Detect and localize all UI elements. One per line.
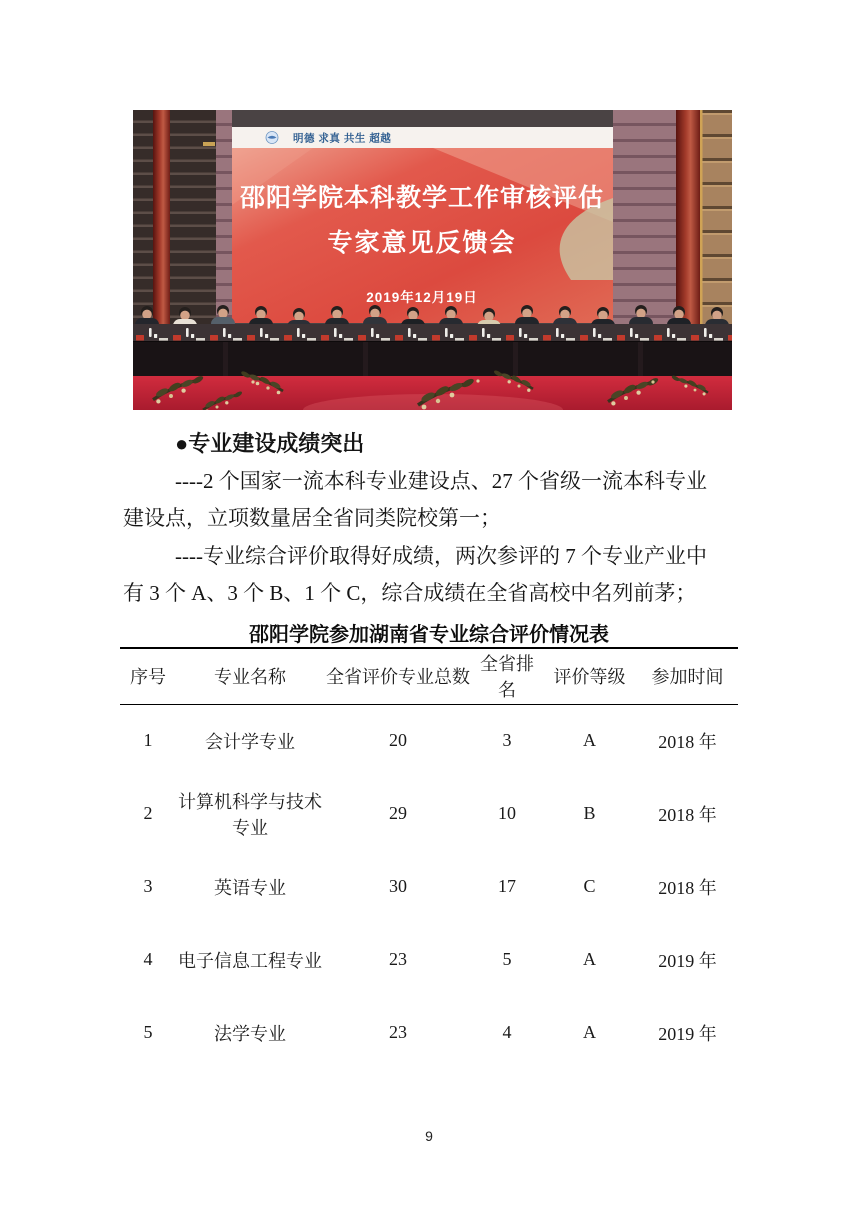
table-row xyxy=(120,704,738,777)
table-cell: 1 xyxy=(143,730,153,751)
table-cell: 法学专业 xyxy=(214,1023,286,1044)
table-cell: 计算机科学与技术专业 xyxy=(178,791,322,838)
table-cell: 5 xyxy=(502,949,512,969)
table-cell: 10 xyxy=(498,803,516,823)
paragraph-line-2: 建设点，立项数量居全省同类院校第一； xyxy=(123,506,501,530)
table-cell: 29 xyxy=(389,803,407,823)
conference-photo-art xyxy=(133,110,732,410)
table-cell: 17 xyxy=(498,876,516,896)
col-header-province-total: 全省评价专业总数 xyxy=(326,667,470,688)
led-screen xyxy=(232,127,613,323)
screen-slogan: 明德 求真 共生 超越 xyxy=(293,132,392,145)
table-cell: 4 xyxy=(502,1022,512,1042)
screen-title-line1: 邵阳学院本科教学工作审核评估 xyxy=(239,184,605,212)
col-header-grade: 评价等级 xyxy=(553,667,626,688)
table-cell: 2019 年 xyxy=(658,1023,717,1044)
table-cell: 23 xyxy=(389,949,407,969)
table-cell: 2 xyxy=(143,803,153,823)
table-header-row xyxy=(120,648,738,704)
section-heading: ●专业建设成绩突出 xyxy=(175,431,365,456)
table-cell: C xyxy=(583,876,596,896)
table-cell: 会计学专业 xyxy=(205,731,295,752)
table-cell: 5 xyxy=(143,1022,153,1042)
table-title: 邵阳学院参加湖南省专业综合评价情况表 xyxy=(249,624,609,646)
table-cell: 2018 年 xyxy=(658,731,717,752)
paragraph-line-1: ----2 个国家一流本科专业建设点、27 个省级一流本科专业 xyxy=(175,468,707,493)
body-text xyxy=(123,425,741,613)
table-row xyxy=(120,850,738,923)
paragraph-line-3: ----专业综合评价取得好成绩，两次参评的 7 个专业产业中 xyxy=(175,543,707,568)
page-number: 9 xyxy=(425,1128,433,1144)
table-cell: A xyxy=(583,730,596,751)
screen-header-strip xyxy=(232,127,613,148)
table-cell: 23 xyxy=(389,1022,407,1042)
evaluation-table xyxy=(120,647,738,1069)
table-row xyxy=(120,996,738,1069)
table-cell: 3 xyxy=(143,876,153,896)
col-header-index: 序号 xyxy=(130,667,166,688)
table-cell: 30 xyxy=(389,876,407,896)
conference-photo xyxy=(133,110,732,410)
table-cell: 2018 年 xyxy=(658,877,717,898)
table-cell: A xyxy=(583,1022,596,1042)
left-wall-highlight xyxy=(203,142,215,146)
col-header-province-rank: 全省排名 xyxy=(480,654,534,701)
table-row xyxy=(120,777,738,850)
table-cell: 英语专业 xyxy=(214,877,286,898)
table-cell: 20 xyxy=(389,730,407,751)
table-cell: A xyxy=(583,949,596,969)
screen-title-line2: 专家意见反馈会 xyxy=(327,229,517,257)
screen-date: 2019年12月19日 xyxy=(366,290,478,305)
table-cell: B xyxy=(583,803,596,823)
table-cell: 4 xyxy=(143,949,153,969)
table-cell: 3 xyxy=(502,730,512,751)
conference-table xyxy=(133,324,732,376)
table-cell: 2018 年 xyxy=(658,804,717,825)
col-header-major-name: 专业名称 xyxy=(214,667,286,688)
col-header-year: 参加时间 xyxy=(651,667,724,688)
table-row xyxy=(120,923,738,996)
table-cell: 电子信息工程专业 xyxy=(178,950,322,971)
paragraph-line-4: 有 3 个 A、3 个 B、1 个 C，综合成绩在全省高校中名列前茅； xyxy=(123,581,697,605)
table-cell: 2019 年 xyxy=(658,950,717,971)
